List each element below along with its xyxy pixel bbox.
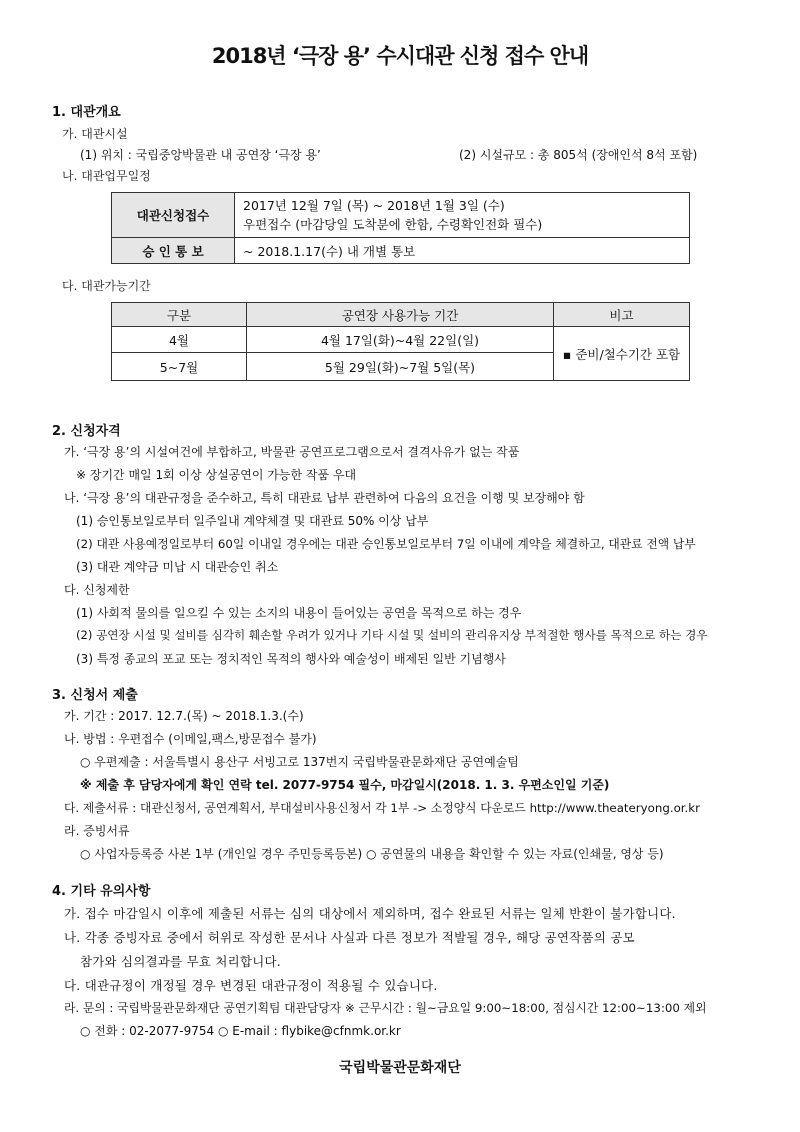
schedule-table: [111, 192, 690, 264]
organization-footer: 국립박물관문화재단: [339, 1060, 461, 1076]
approval-label: 승 인 통 보: [112, 238, 235, 264]
col-header-note: 비고: [554, 303, 690, 327]
qual-line-7: 다. 신청제한: [64, 583, 130, 597]
notes-line-2: 나. 각종 증빙자료 중에서 허위로 작성한 문서나 사실과 다른 정보가 적발될 경우, 해당 공연작품의 공모: [64, 930, 635, 945]
approval-value: ~ 2018.1.17(수) 내 개별 통보: [235, 238, 690, 264]
qual-line-9: (2) 공연장 시설 및 설비를 심각히 훼손할 우려가 있거나 기타 시설 및 설비의 관리유지상 부적절한 행사를 목적으로 하는 경우: [76, 628, 708, 642]
qual-line-4: (1) 승인통보일로부터 일주일내 계약체결 및 대관료 50% 이상 납부: [76, 514, 429, 528]
application-label: 대관신청접수: [112, 193, 235, 238]
submit-line-5: 다. 제출서류 : 대관신청서, 공연계획서, 부대설비사용신청서 각 1부 -> 소정양식 다운로드 http://www.theateryong.or.kr: [64, 801, 700, 815]
row-may-july-period: 5월 29일(화)~7월 5일(목): [247, 353, 554, 381]
row-may-july-category: 5~7월: [112, 353, 247, 381]
period-label: 다. 대관가능기간: [62, 279, 151, 293]
notes-line-4: 다. 대관규정이 개정될 경우 변경된 대관규정이 적용될 수 있습니다.: [64, 978, 438, 993]
row-april-category: 4월: [112, 327, 247, 353]
notes-line-5: 라. 문의 : 국립박물관문화재단 공연기획팀 대관담당자 ※ 근무시간 : 월~금요일 9:00~18:00, 점심시간 12:00~13:00 제외: [64, 1001, 707, 1015]
qual-line-10: (3) 특정 종교의 포교 또는 정치적인 목적의 행사와 예술성이 배제된 일반 기념행사: [76, 652, 506, 666]
section-2-heading: 2. 신청자격: [52, 424, 121, 439]
submit-line-6: 라. 증빙서류: [64, 824, 130, 838]
scale-text: (2) 시설규모 : 총 805석 (장애인석 8석 포함): [459, 148, 698, 162]
qual-line-5: (2) 대관 사용예정일로부터 60일 이내일 경우에는 대관 승인통보일로부터 7일 이내에 계약을 체결하고, 대관료 전액 납부: [76, 537, 696, 551]
notes-line-1: 가. 접수 마감일시 이후에 제출된 서류는 심의 대상에서 제외하며, 접수 완료된 서류는 일체 반환이 불가합니다.: [64, 906, 676, 921]
qual-line-3: 나. ‘극장 용’의 대관규정을 준수하고, 특히 대관료 납부 관련하여 다음의 요건을 이행 및 보장해야 함: [64, 491, 585, 505]
qual-line-6: (3) 대관 계약금 미납 시 대관승인 취소: [76, 560, 279, 574]
schedule-label: 나. 대관업무일정: [62, 169, 151, 183]
period-note: ▪ 준비/철수기간 포함: [554, 327, 690, 381]
submit-line-7: ○ 사업자등록증 사본 1부 (개인일 경우 주민등록등본) ○ 공연물의 내용을 확인할 수 있는 자료(인쇄물, 영상 등): [80, 847, 664, 861]
section-4-heading: 4. 기타 유의사항: [52, 884, 151, 899]
period-table: [111, 302, 690, 381]
application-method: 우편접수 (마감당일 도착분에 한함, 수령확인전화 필수): [243, 217, 543, 232]
facility-label: 가. 대관시설: [62, 127, 128, 141]
section-1-heading: 1. 대관개요: [52, 105, 121, 120]
section-3-heading: 3. 신청서 제출: [52, 688, 138, 703]
submit-line-1: 가. 기간 : 2017. 12.7.(목) ~ 2018.1.3.(수): [64, 709, 304, 723]
submit-line-2: 나. 방법 : 우편접수 (이메일,팩스,방문접수 불가): [64, 732, 317, 746]
col-header-category: 구분: [112, 303, 247, 327]
page-title: 2018년 ‘극장 용’ 수시대관 신청 접수 안내: [211, 44, 589, 68]
submit-line-3: ○ 우편제출 : 서울특별시 용산구 서빙고로 137번지 국립박물관문화재단 공연예술팀: [80, 755, 519, 769]
qual-line-8: (1) 사회적 물의를 일으킬 수 있는 소지의 내용이 들어있는 공연을 목적으로 하는 경우: [76, 606, 522, 620]
application-period: 2017년 12월 7일 (목) ~ 2018년 1월 3일 (수): [243, 198, 505, 213]
location-text: (1) 위치 : 국립중앙박물관 내 공연장 ‘극장 용’: [80, 148, 321, 162]
qual-line-2: ※ 장기간 매일 1회 이상 상설공연이 가능한 작품 우대: [76, 468, 357, 482]
col-header-period: 공연장 사용가능 기간: [247, 303, 554, 327]
qual-line-1: 가. ‘극장 용’의 시설여건에 부합하고, 박물관 공연프로그램으로서 결격사유가 없는 작품: [64, 445, 520, 459]
row-april-period: 4월 17일(화)~4월 22일(일): [247, 327, 554, 353]
submit-line-4: ※ 제출 후 담당자에게 확인 연락 tel. 2077-9754 필수, 마감일시(2018. 1. 3. 우편소인일 기준): [80, 778, 610, 792]
contact-line: ○ 전화 : 02-2077-9754 ○ E-mail : flybike@cfnmk.or.kr: [80, 1024, 401, 1038]
notes-line-3: 참가와 심의결과를 무효 처리합니다.: [80, 954, 281, 969]
